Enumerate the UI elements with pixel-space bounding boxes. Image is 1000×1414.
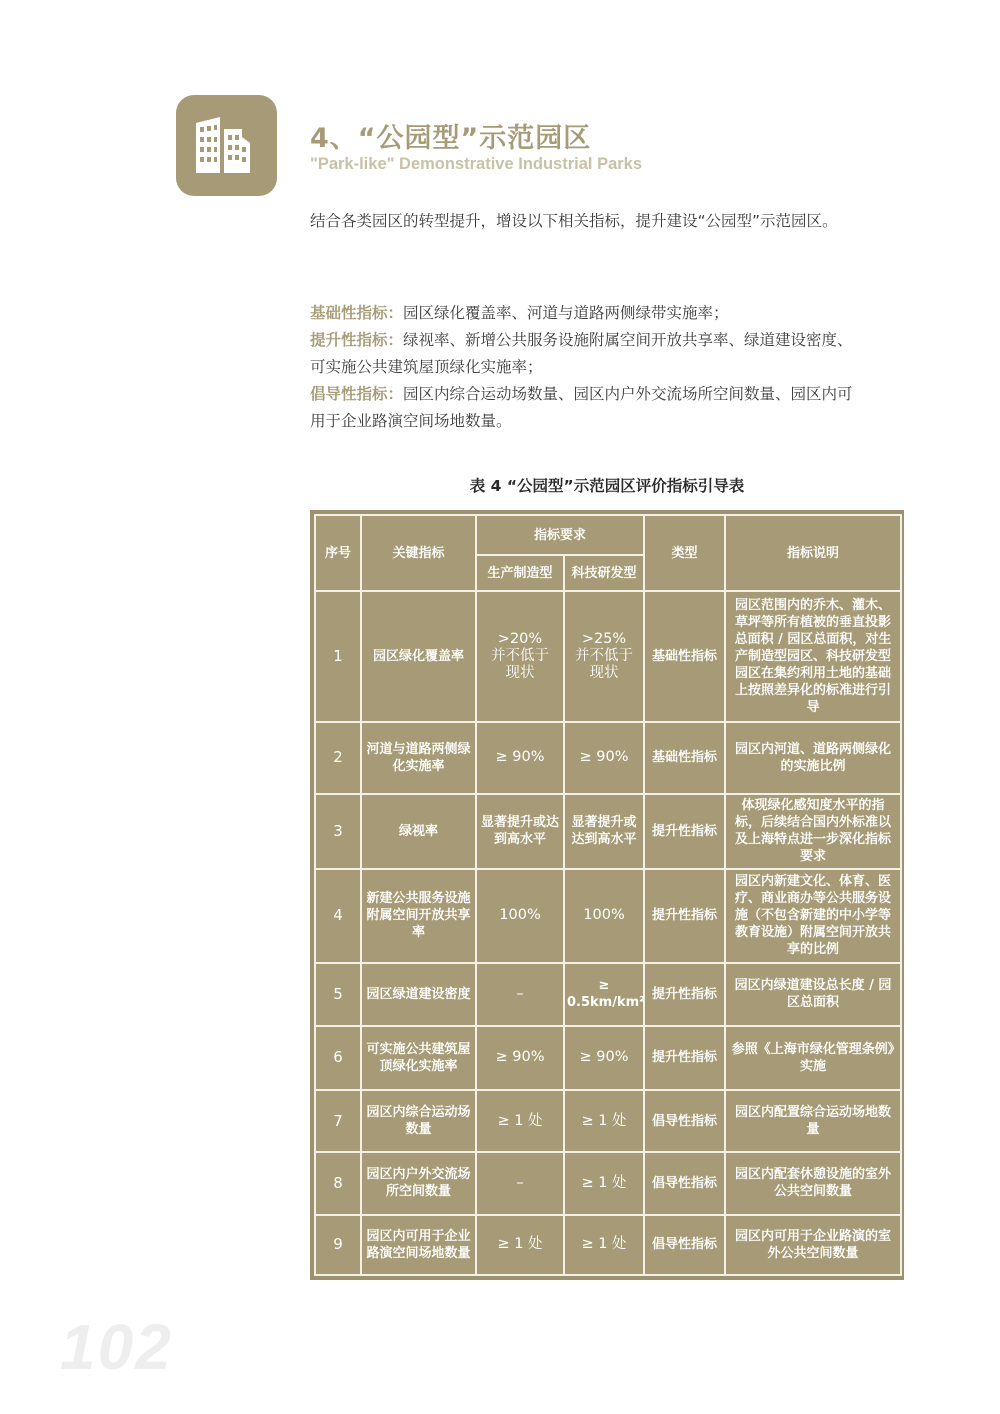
row-production-requirement: –	[476, 963, 564, 1025]
row-type: 基础性指标	[644, 591, 725, 722]
section-title: 4、“公园型”示范园区	[310, 123, 592, 154]
row-tech-requirement: ≥ 1 处	[564, 1090, 644, 1152]
table-row	[315, 1090, 901, 1152]
row-number: 6	[315, 1026, 361, 1090]
row-tech-requirement: ≥ 1 处	[564, 1215, 644, 1275]
row-indicator: 园区内户外交流场所空间数量	[361, 1152, 476, 1214]
row-tech-requirement: ≥ 90%	[564, 1026, 644, 1090]
row-number: 2	[315, 722, 361, 794]
indicator-basic	[310, 300, 920, 327]
row-description: 园区内河道、道路两侧绿化的实施比例	[725, 722, 901, 794]
row-indicator: 绿视率	[361, 794, 476, 868]
intro-paragraph: 结合各类园区的转型提升，增设以下相关指标，提升建设“公园型”示范园区。	[310, 212, 838, 230]
row-indicator: 园区内可用于企业路演空间场地数量	[361, 1215, 476, 1275]
row-production-requirement: ≥ 90%	[476, 722, 564, 794]
indicator-table	[314, 514, 902, 1276]
header-no: 序号	[315, 515, 361, 591]
table-row	[315, 1026, 901, 1090]
row-indicator: 河道与道路两侧绿化实施率	[361, 722, 476, 794]
row-description: 园区内可用于企业路演的室外公共空间数量	[725, 1215, 901, 1275]
row-production-requirement: ≥ 1 处	[476, 1215, 564, 1275]
row-description: 体现绿化感知度水平的指标，后续结合国内外标准以及上海特点进一步深化指标要求	[725, 794, 901, 868]
row-description: 园区内新建文化、体育、医疗、商业商办等公共服务设施（不包含新建的中小学等教育设施）附属空间开放共享的比例	[725, 869, 901, 964]
row-tech-requirement: >25% 并不低于 现状	[564, 591, 644, 722]
row-type: 提升性指标	[644, 1026, 725, 1090]
row-production-requirement: –	[476, 1152, 564, 1214]
page-number: 102	[60, 1311, 173, 1383]
row-type: 基础性指标	[644, 722, 725, 794]
row-indicator: 园区内综合运动场数量	[361, 1090, 476, 1152]
header-tech: 科技研发型	[564, 555, 644, 591]
indicator-text-continued: 用于企业路演空间场地数量。	[310, 412, 512, 430]
indicator-label: 提升性指标：	[310, 331, 404, 349]
row-number: 9	[315, 1215, 361, 1275]
header-type: 类型	[644, 515, 725, 591]
row-production-requirement: 显著提升或达到高水平	[476, 794, 564, 868]
row-description: 园区内配置综合运动场地数量	[725, 1090, 901, 1152]
indicator-text-continued: 可实施公共建筑屋顶绿化实施率；	[310, 358, 543, 376]
table-row	[315, 591, 901, 722]
row-number: 7	[315, 1090, 361, 1152]
row-description: 园区内配套休憩设施的室外公共空间数量	[725, 1152, 901, 1214]
indicator-label: 基础性指标：	[310, 304, 404, 322]
indicator-label: 倡导性指标：	[310, 385, 404, 403]
row-description: 参照《上海市绿化管理条例》实施	[725, 1026, 901, 1090]
row-type: 倡导性指标	[644, 1152, 725, 1214]
row-type: 倡导性指标	[644, 1090, 725, 1152]
table-row	[315, 1152, 901, 1214]
section-icon-badge	[176, 95, 277, 196]
row-tech-requirement: ≥ 1 处	[564, 1152, 644, 1214]
table-title: 表 4 “公园型”示范园区评价指标引导表	[469, 477, 745, 495]
indicator-text: 绿视率、新增公共服务设施附属空间开放共享率、绿道建设密度、	[403, 331, 853, 349]
indicator-upgrade	[310, 327, 920, 354]
indicator-text: 园区内综合运动场数量、园区内户外交流场所空间数量、园区内可	[403, 385, 853, 403]
row-tech-requirement: ≥ 0.5km/km²	[564, 963, 644, 1025]
row-type: 提升性指标	[644, 869, 725, 964]
row-description: 园区内绿道建设总长度 / 园区总面积	[725, 963, 901, 1025]
table-row	[315, 722, 901, 794]
row-number: 8	[315, 1152, 361, 1214]
row-production-requirement: >20% 并不低于 现状	[476, 591, 564, 722]
row-indicator: 园区绿化覆盖率	[361, 591, 476, 722]
row-indicator: 可实施公共建筑屋顶绿化实施率	[361, 1026, 476, 1090]
indicator-advocacy	[310, 381, 920, 408]
row-number: 3	[315, 794, 361, 868]
row-type: 倡导性指标	[644, 1215, 725, 1275]
header-requirement: 指标要求	[476, 515, 644, 555]
indicator-table-frame	[310, 510, 904, 1280]
buildings-icon	[190, 113, 262, 175]
table-row	[315, 963, 901, 1025]
header-indicator: 关键指标	[361, 515, 476, 591]
row-production-requirement: ≥ 90%	[476, 1026, 564, 1090]
row-type: 提升性指标	[644, 963, 725, 1025]
row-tech-requirement: 100%	[564, 869, 644, 964]
table-row	[315, 869, 901, 964]
table-row	[315, 1215, 901, 1275]
section-subtitle: "Park-like" Demonstrative Industrial Parks	[310, 155, 643, 173]
table-row	[315, 794, 901, 868]
header-description: 指标说明	[725, 515, 901, 591]
row-indicator: 新建公共服务设施附属空间开放共享率	[361, 869, 476, 964]
row-production-requirement: 100%	[476, 869, 564, 964]
row-type: 提升性指标	[644, 794, 725, 868]
row-tech-requirement: ≥ 90%	[564, 722, 644, 794]
indicator-text: 园区绿化覆盖率、河道与道路两侧绿带实施率；	[403, 304, 729, 322]
row-tech-requirement: 显著提升或达到高水平	[564, 794, 644, 868]
header-production: 生产制造型	[476, 555, 564, 591]
row-number: 1	[315, 591, 361, 722]
row-number: 4	[315, 869, 361, 964]
row-description: 园区范围内的乔木、灌木、草坪等所有植被的垂直投影总面积 / 园区总面积，对生产制造型园区、科技研发型园区在集约利用土地的基础上按照差异化的标准进行引导	[725, 591, 901, 722]
indicator-list	[310, 300, 920, 435]
row-number: 5	[315, 963, 361, 1025]
row-production-requirement: ≥ 1 处	[476, 1090, 564, 1152]
row-indicator: 园区绿道建设密度	[361, 963, 476, 1025]
